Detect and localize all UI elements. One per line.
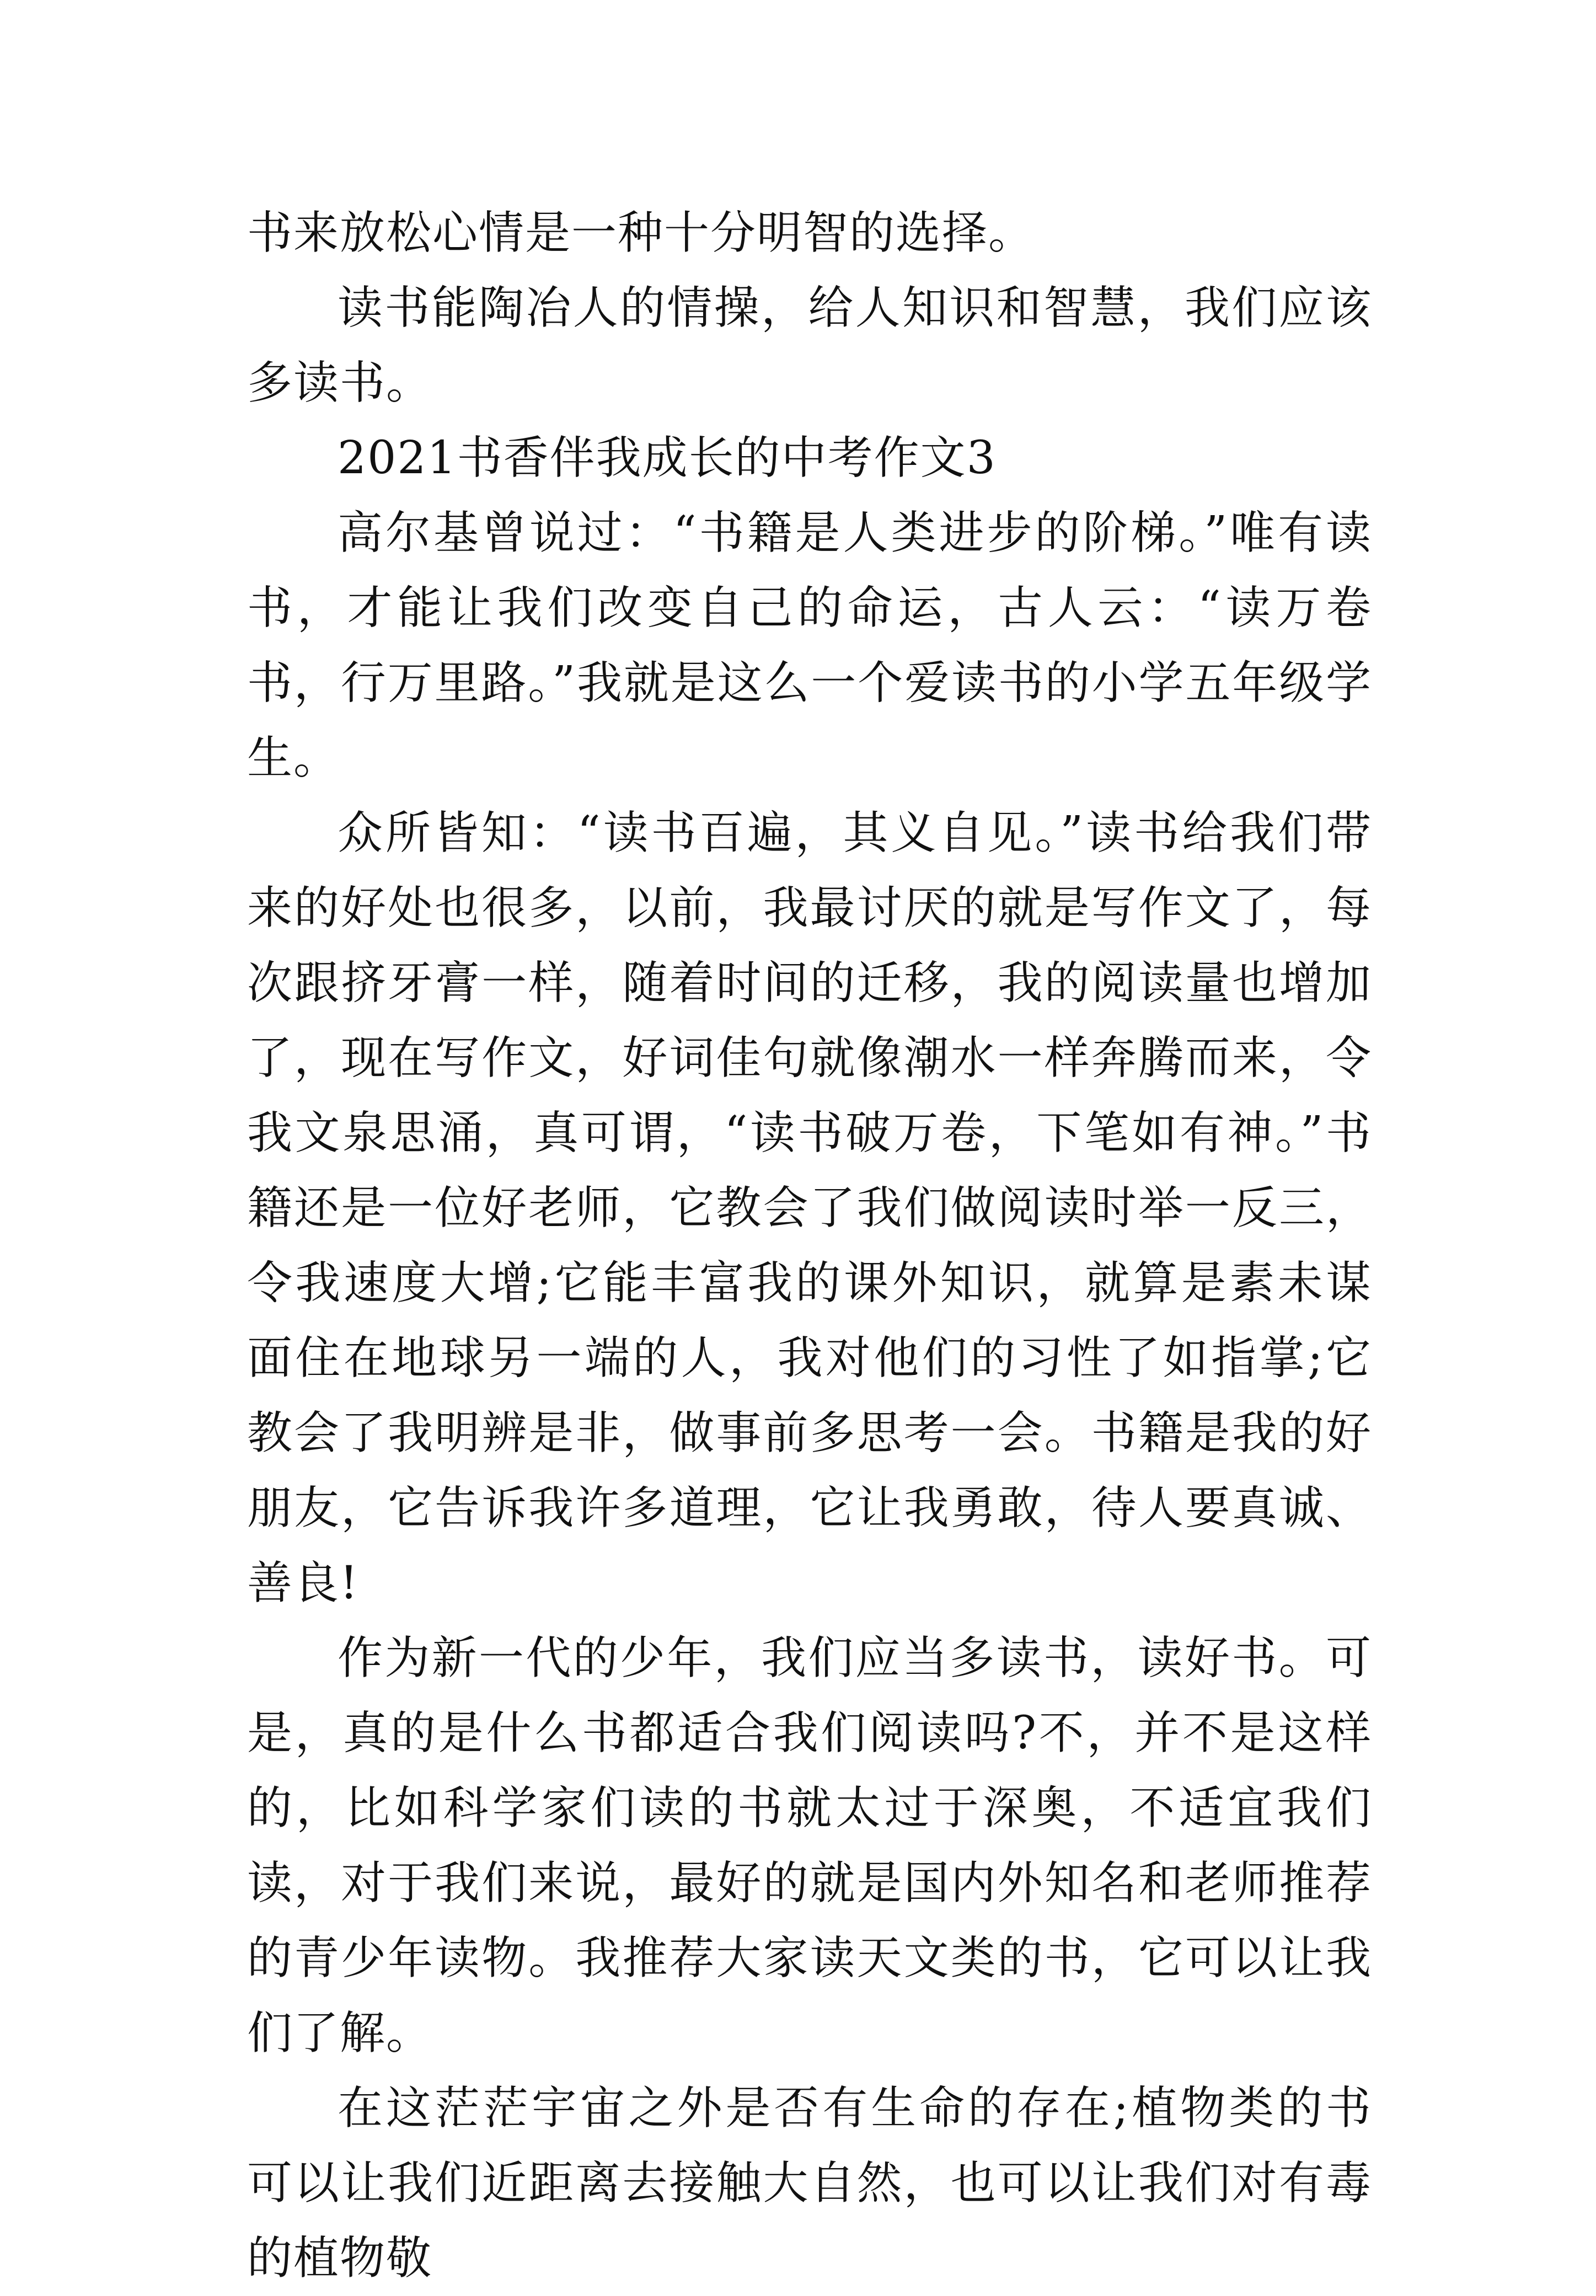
paragraph-book-choice: 作为新一代的少年，我们应当多读书，读好书。可是，真的是什么书都适合我们阅读吗?不，并不是这样的，比如科学家们读的书就太过于深奥，不适宜我们读，对于我们来说，最好的就是国内外知名和老师推荐的青少年读物。我推荐大家读天文类的书，它可以让我们了解。 [247, 1632, 1372, 2059]
paragraph-gorky-quote: 高尔基曾说过：“书籍是人类进步的阶梯。”唯有读书，才能让我们改变自己的命运，古人云：“读万卷书，行万里路。”我就是这么一个爱读书的小学五年级学生。 [247, 507, 1372, 784]
paragraph-continuation: 书来放松心情是一种十分明智的选择。 [247, 207, 1035, 259]
paragraph-benefits: 众所皆知：“读书百遍，其义自见。”读书给我们带来的好处也很多，以前，我最讨厌的就是写作文了，每次跟挤牙膏一样，随着时间的迁移，我的阅读量也增加了，现在写作文，好词佳句就像潮水一样奔腾而来，令我文泉思涌，真可谓，“读书破万卷，下笔如有神。”书籍还是一位好老师，它教会了我们做阅读时举一反三，令我速度大增;它能丰富我的课外知识，就算是素未谋面住在地球另一端的人，我对他们的习性了如指掌;它教会了我明辨是非，做事前多思考一会。书籍是我的好朋友，它告诉我许多道理，它让我勇敢，待人要真诚、善良! [247, 807, 1372, 1609]
paragraph-universe: 在这茫茫宇宙之外是否有生命的存在;植物类的书可以让我们近距离去接触大自然，也可以让我们对有毒的植物敬 [247, 2082, 1372, 2284]
body-text [247, 196, 1372, 2296]
paragraph-reading-virtue: 读书能陶冶人的情操，给人知识和智慧，我们应该多读书。 [247, 282, 1372, 409]
essay-heading: 2021书香伴我成长的中考作文3 [338, 432, 997, 484]
